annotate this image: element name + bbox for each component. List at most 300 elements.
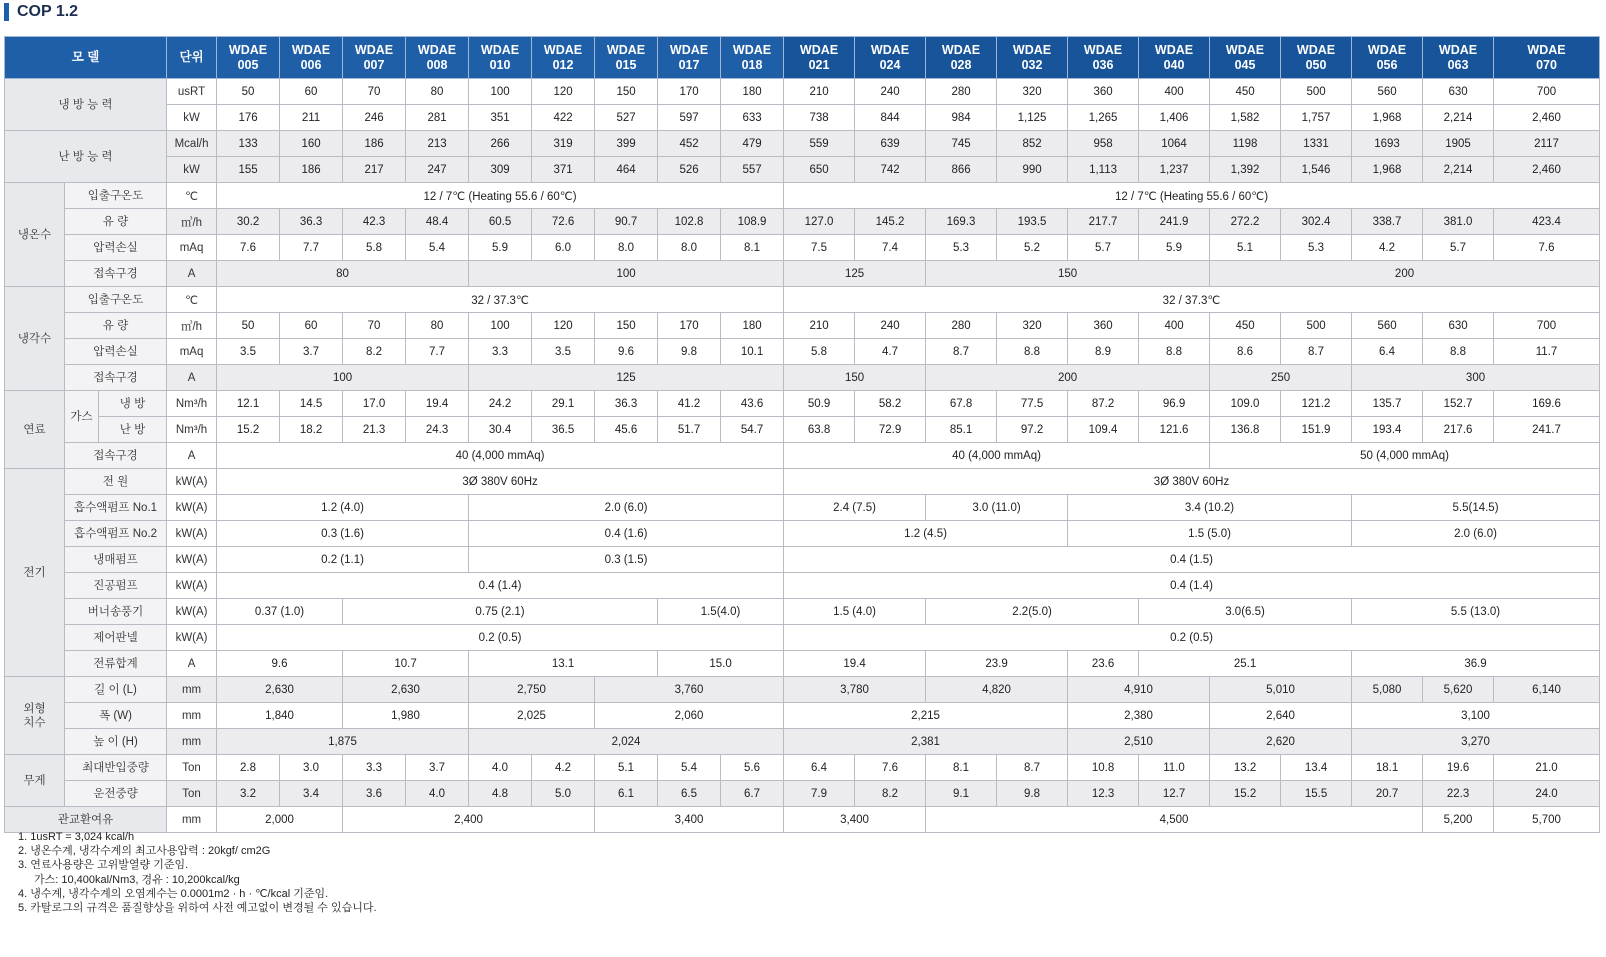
value-cell: 77.5 [997,391,1068,417]
value-cell: 8.6 [1210,339,1281,365]
value-cell: 72.9 [855,417,926,443]
unit-cell: ㎥/h [167,209,217,235]
row-label: 운전중량 [65,781,167,807]
value-cell: 30.4 [469,417,532,443]
value-cell: 60 [280,313,343,339]
value-cell: 6.0 [532,235,595,261]
value-cell: 3.0(6.5) [1139,599,1352,625]
row-label: 진공펌프 [65,573,167,599]
value-cell: 4.8 [469,781,532,807]
row-label: 높 이 (H) [65,729,167,755]
value-cell: 6.4 [1352,339,1423,365]
model-series: WDAE [1225,42,1265,57]
value-cell: 121.6 [1139,417,1210,443]
row-label: 제어판넬 [65,625,167,651]
row-label: 접속구경 [65,443,167,469]
value-cell: 9.8 [997,781,1068,807]
value-cell: 1,840 [217,703,343,729]
value-cell: 109.0 [1210,391,1281,417]
value-cell: 9.6 [217,651,343,677]
model-header-11 [926,37,997,79]
table-row [5,235,1600,261]
value-cell: 1693 [1352,131,1423,157]
value-cell: 302.4 [1281,209,1352,235]
model-series: WDAE [941,42,981,57]
row-label: 길 이 (L) [65,677,167,703]
value-cell: 180 [721,313,784,339]
value-cell: 41.2 [658,391,721,417]
unit-cell: ℃ [167,287,217,313]
value-cell: 360 [1068,79,1139,105]
value-cell: 13.1 [469,651,658,677]
row-category: 외형 치수 [5,677,65,755]
value-cell: 2.0 (6.0) [469,495,784,521]
value-cell: 320 [997,313,1068,339]
title-text: COP 1.2 [17,3,79,20]
value-cell: 338.7 [1352,209,1423,235]
value-cell: 217 [343,157,406,183]
unit-cell: ㎥/h [167,313,217,339]
model-header-19 [1494,37,1600,79]
value-cell: 8.0 [658,235,721,261]
model-number: 070 [1536,57,1557,72]
model-series: WDAE [1438,42,1478,57]
model-series: WDAE [354,42,394,57]
value-cell: 560 [1352,79,1423,105]
value-cell: 399 [595,131,658,157]
value-cell: 108.9 [721,209,784,235]
value-cell: 90.7 [595,209,658,235]
model-number: 063 [1447,57,1469,72]
model-number: 024 [879,57,901,72]
value-cell: 60 [280,79,343,105]
model-header-7 [658,37,721,79]
footnote-line: 1. 1usRT = 3,024 kcal/h [18,831,135,843]
row-label: 냉 방 [99,391,167,417]
value-cell: 8.2 [343,339,406,365]
value-cell: 8.2 [855,781,926,807]
value-cell: 22.3 [1423,781,1494,807]
model-series: WDAE [480,42,520,57]
value-cell: 2,400 [343,807,595,833]
value-cell: 10.7 [343,651,469,677]
value-cell: 4,910 [1068,677,1210,703]
value-cell: 1,968 [1352,157,1423,183]
value-cell: 3,400 [595,807,784,833]
value-cell: 6,140 [1494,677,1600,703]
footnotes [18,830,377,915]
spec-table [4,36,1600,833]
table-row [5,495,1600,521]
unit-cell: usRT [167,79,217,105]
value-cell: 246 [343,105,406,131]
value-cell: 351 [469,105,532,131]
value-cell: 247 [406,157,469,183]
value-cell: 176 [217,105,280,131]
value-cell: 4,500 [926,807,1423,833]
value-cell: 7.5 [784,235,855,261]
row-category: 전기 [5,469,65,677]
row-category: 냉각수 [5,287,65,391]
value-cell: 23.9 [926,651,1068,677]
value-cell: 597 [658,105,721,131]
footnote-line: 3. 연료사용량은 고위발열량 기준임. [18,859,189,872]
value-cell: 7.6 [1494,235,1600,261]
value-cell: 400 [1139,313,1210,339]
value-cell: 630 [1423,313,1494,339]
value-cell: 630 [1423,79,1494,105]
value-cell: 7.4 [855,235,926,261]
value-cell: 24.0 [1494,781,1600,807]
model-number: 040 [1163,57,1185,72]
unit-cell: mm [167,807,217,833]
row-category: 연료 [5,391,65,469]
value-cell: 5.9 [1139,235,1210,261]
value-cell: 12.7 [1139,781,1210,807]
value-cell: 23.6 [1068,651,1139,677]
value-cell: 100 [469,261,784,287]
table-row [5,703,1600,729]
value-cell: 40 (4,000 mmAq) [784,443,1210,469]
value-cell: 272.2 [1210,209,1281,235]
row-label: 전 원 [65,469,167,495]
value-cell: 3,760 [595,677,784,703]
value-cell: 1.2 (4.5) [784,521,1068,547]
value-cell: 2,381 [784,729,1068,755]
model-header-10 [855,37,926,79]
value-cell: 5.3 [926,235,997,261]
value-cell: 2117 [1494,131,1600,157]
value-cell: 2,380 [1068,703,1210,729]
value-cell: 1,968 [1352,105,1423,131]
value-cell: 186 [343,131,406,157]
unit-cell: Ton [167,781,217,807]
unit-cell: kW(A) [167,599,217,625]
value-cell: 5.8 [784,339,855,365]
model-series: WDAE [606,42,646,57]
value-cell: 8.8 [1423,339,1494,365]
value-cell: 96.9 [1139,391,1210,417]
value-cell: 3.0 [280,755,343,781]
header-row [5,37,1600,79]
value-cell: 50 (4,000 mmAq) [1210,443,1600,469]
unit-cell: A [167,261,217,287]
value-cell: 6.4 [784,755,855,781]
value-cell: 745 [926,131,997,157]
value-cell: 0.37 (1.0) [217,599,343,625]
value-cell: 6.1 [595,781,658,807]
model-number: 021 [808,57,830,72]
value-cell: 213 [406,131,469,157]
model-number: 036 [1092,57,1114,72]
value-cell: 8.7 [926,339,997,365]
value-cell: 7.7 [406,339,469,365]
value-cell: 2,060 [595,703,784,729]
value-cell: 0.4 (1.4) [217,573,784,599]
value-cell: 1.5 (4.0) [784,599,926,625]
value-cell: 3,100 [1352,703,1600,729]
unit-cell: kW(A) [167,573,217,599]
table-row [5,131,1600,157]
value-cell: 25.1 [1139,651,1352,677]
model-number: 006 [300,57,322,72]
value-cell: 150 [784,365,926,391]
value-cell: 500 [1281,313,1352,339]
value-cell: 1,113 [1068,157,1139,183]
value-cell: 170 [658,79,721,105]
value-cell: 11.7 [1494,339,1600,365]
value-cell: 5,010 [1210,677,1352,703]
value-cell: 3.7 [406,755,469,781]
row-label: 유 량 [65,209,167,235]
value-cell: 4.0 [469,755,532,781]
value-cell: 0.2 (1.1) [217,547,469,573]
value-cell: 17.0 [343,391,406,417]
value-cell: 2,214 [1423,105,1494,131]
model-number: 017 [678,57,700,72]
value-cell: 125 [469,365,784,391]
unit-cell: A [167,443,217,469]
row-label: 접속구경 [65,261,167,287]
table-row [5,417,1600,443]
value-cell: 193.4 [1352,417,1423,443]
value-cell: 169.3 [926,209,997,235]
row-label: 전류합계 [65,651,167,677]
model-series: WDAE [732,42,772,57]
model-header-15 [1210,37,1281,79]
value-cell: 7.7 [280,235,343,261]
model-header-1 [280,37,343,79]
model-header-12 [997,37,1068,79]
value-cell: 1198 [1210,131,1281,157]
value-cell: 6.5 [658,781,721,807]
value-cell: 32 / 37.3℃ [217,287,784,313]
value-cell: 60.5 [469,209,532,235]
value-cell: 186 [280,157,343,183]
value-cell: 500 [1281,79,1352,105]
value-cell: 280 [926,79,997,105]
value-cell: 1,757 [1281,105,1352,131]
table-row [5,729,1600,755]
value-cell: 20.7 [1352,781,1423,807]
value-cell: 210 [784,313,855,339]
value-cell: 145.2 [855,209,926,235]
row-label: 냉매펌프 [65,547,167,573]
row-category: 난 방 능 력 [5,131,167,183]
value-cell: 1064 [1139,131,1210,157]
value-cell: 211 [280,105,343,131]
value-cell: 650 [784,157,855,183]
value-cell: 155 [217,157,280,183]
value-cell: 19.4 [784,651,926,677]
value-cell: 0.4 (1.5) [784,547,1600,573]
value-cell: 360 [1068,313,1139,339]
value-cell: 5.1 [1210,235,1281,261]
value-cell: 2,510 [1068,729,1210,755]
unit-cell: mAq [167,235,217,261]
value-cell: 80 [217,261,469,287]
value-cell: 3.2 [217,781,280,807]
value-cell: 43.6 [721,391,784,417]
table-row [5,651,1600,677]
value-cell: 1,237 [1139,157,1210,183]
value-cell: 50.9 [784,391,855,417]
value-cell: 58.2 [855,391,926,417]
value-cell: 450 [1210,79,1281,105]
footnote-line: 4. 냉수계, 냉각수계의 오염계수는 0.0001m2 · h · ℃/kcal 기준임. [18,887,329,900]
value-cell: 200 [1210,261,1600,287]
row-label: 압력손실 [65,339,167,365]
value-cell: 1,546 [1281,157,1352,183]
value-cell: 9.8 [658,339,721,365]
table-row [5,209,1600,235]
value-cell: 97.2 [997,417,1068,443]
value-cell: 990 [997,157,1068,183]
model-header-16 [1281,37,1352,79]
value-cell: 464 [595,157,658,183]
table-row [5,157,1600,183]
value-cell: 241.9 [1139,209,1210,235]
title-accent-bar [4,3,9,21]
row-label: 흡수액펌프 No.2 [65,521,167,547]
unit-cell: kW(A) [167,469,217,495]
value-cell: 8.1 [926,755,997,781]
value-cell: 67.8 [926,391,997,417]
value-cell: 5.6 [721,755,784,781]
value-cell: 2,214 [1423,157,1494,183]
value-cell: 5,620 [1423,677,1494,703]
model-header-2 [343,37,406,79]
value-cell: 309 [469,157,532,183]
value-cell: 125 [784,261,926,287]
value-cell: 32 / 37.3℃ [784,287,1600,313]
table-row [5,677,1600,703]
value-cell: 14.5 [280,391,343,417]
value-cell: 19.4 [406,391,469,417]
value-cell: 639 [855,131,926,157]
value-cell: 170 [658,313,721,339]
model-number: 010 [489,57,511,72]
value-cell: 0.4 (1.6) [469,521,784,547]
value-cell: 15.2 [217,417,280,443]
value-cell: 479 [721,131,784,157]
model-number: 028 [950,57,972,72]
value-cell: 13.2 [1210,755,1281,781]
model-header-13 [1068,37,1139,79]
value-cell: 266 [469,131,532,157]
value-cell: 18.2 [280,417,343,443]
table-row [5,599,1600,625]
value-cell: 10.1 [721,339,784,365]
value-cell: 0.3 (1.6) [217,521,469,547]
model-series: WDAE [543,42,583,57]
unit-cell: ℃ [167,183,217,209]
value-cell: 3,400 [784,807,926,833]
row-label: 최대반입중량 [65,755,167,781]
row-label: 버너송풍기 [65,599,167,625]
value-cell: 3Ø 380V 60Hz [784,469,1600,495]
value-cell: 36.5 [532,417,595,443]
value-cell: 1,392 [1210,157,1281,183]
row-category: 냉온수 [5,183,65,287]
value-cell: 100 [469,79,532,105]
model-number: 005 [237,57,259,72]
value-cell: 2.4 (7.5) [784,495,926,521]
value-cell: 2,215 [784,703,1068,729]
value-cell: 150 [926,261,1210,287]
value-cell: 18.1 [1352,755,1423,781]
value-cell: 45.6 [595,417,658,443]
value-cell: 12 / 7℃ (Heating 55.6 / 60℃) [784,183,1600,209]
value-cell: 1,582 [1210,105,1281,131]
value-cell: 15.2 [1210,781,1281,807]
value-cell: 1,406 [1139,105,1210,131]
value-cell: 3.7 [280,339,343,365]
value-cell: 738 [784,105,855,131]
value-cell: 217.6 [1423,417,1494,443]
value-cell: 5.4 [658,755,721,781]
value-cell: 8.1 [721,235,784,261]
model-number: 056 [1376,57,1398,72]
value-cell: 100 [217,365,469,391]
value-cell: 526 [658,157,721,183]
value-cell: 1.5(4.0) [658,599,784,625]
value-cell: 560 [1352,313,1423,339]
value-cell: 0.2 (0.5) [217,625,784,651]
value-cell: 9.1 [926,781,997,807]
value-cell: 3Ø 380V 60Hz [217,469,784,495]
value-cell: 54.7 [721,417,784,443]
table-row [5,313,1600,339]
model-series: WDAE [417,42,457,57]
value-cell: 5,200 [1423,807,1494,833]
value-cell: 217.7 [1068,209,1139,235]
value-cell: 40 (4,000 mmAq) [217,443,784,469]
value-cell: 80 [406,79,469,105]
value-cell: 2,620 [1210,729,1352,755]
row-label: 난 방 [99,417,167,443]
value-cell: 8.9 [1068,339,1139,365]
value-cell: 1.2 (4.0) [217,495,469,521]
table-row [5,391,1600,417]
value-cell: 1,265 [1068,105,1139,131]
unit-cell: kW(A) [167,625,217,651]
model-series: WDAE [799,42,839,57]
value-cell: 3.3 [469,339,532,365]
value-cell: 2,025 [469,703,595,729]
unit-cell: A [167,365,217,391]
value-cell: 852 [997,131,1068,157]
value-cell: 72.6 [532,209,595,235]
value-cell: 1,980 [343,703,469,729]
value-cell: 8.7 [1281,339,1352,365]
value-cell: 3.4 [280,781,343,807]
value-cell: 15.0 [658,651,784,677]
value-cell: 3,270 [1352,729,1600,755]
value-cell: 4.2 [532,755,595,781]
value-cell: 11.0 [1139,755,1210,781]
value-cell: 2,630 [217,677,343,703]
model-series: WDAE [1527,42,1566,57]
value-cell: 2.8 [217,755,280,781]
value-cell: 12.3 [1068,781,1139,807]
model-header-3 [406,37,469,79]
value-cell: 70 [343,79,406,105]
row-label: 흡수액펌프 No.1 [65,495,167,521]
value-cell: 4.0 [406,781,469,807]
value-cell: 5.9 [469,235,532,261]
value-cell: 5.7 [1423,235,1494,261]
